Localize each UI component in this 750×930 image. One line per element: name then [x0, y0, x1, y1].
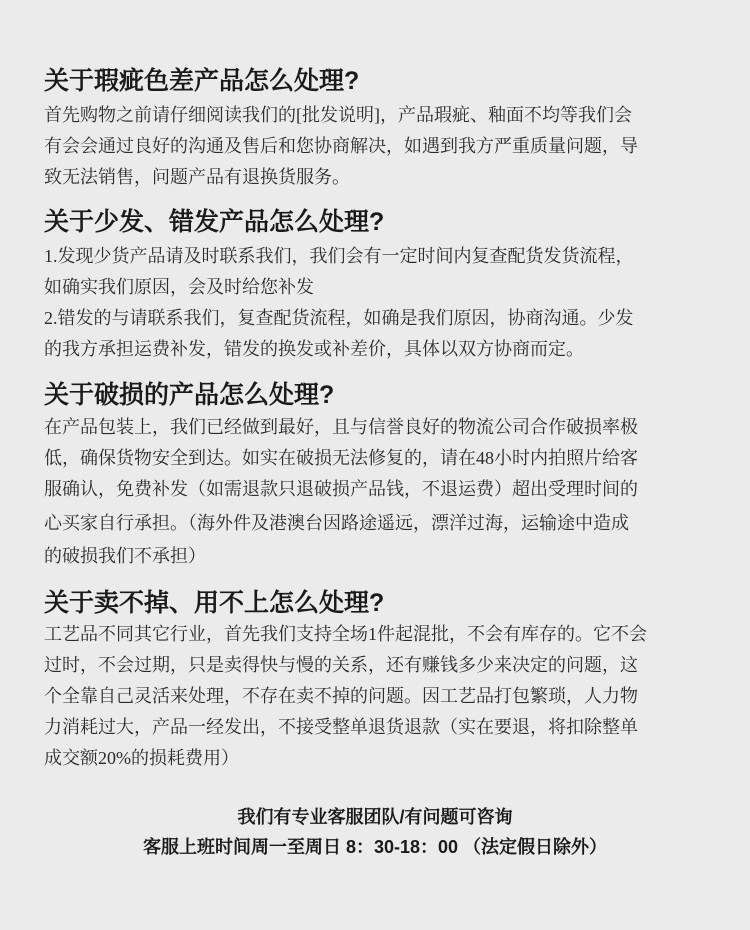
body-line: 有会会通过良好的沟通及售后和您协商解决，如遇到我方严重质量问题，导: [44, 136, 638, 156]
body-line: 服确认，免费补发（如需退款只退破损产品钱，不退运费）超出受理时间的: [44, 479, 638, 499]
section-body-damaged: [44, 412, 710, 572]
body-line: 致无法销售，问题产品有退换货服务。: [44, 167, 350, 187]
body-line: 2.错发的与请联系我们，复查配货流程，如确是我们原因，协商沟通。少发: [44, 308, 634, 328]
section-body-missing-wrong: [44, 241, 710, 365]
body-line: 的我方承担运费补发，错发的换发或补差价，具体以双方协商而定。: [44, 339, 584, 359]
footer-service-hours: 客服上班时间周一至周日 8：30-18：00 （法定假日除外）: [142, 837, 608, 857]
section-title-damaged: 关于破损的产品怎么处理?: [44, 381, 335, 409]
body-line: 低，确保货物安全到达。如实在破损无法修复的，请在48小时内拍照片给客: [44, 448, 638, 468]
section-title-unsold: 关于卖不掉、用不上怎么处理?: [44, 589, 385, 617]
body-line: 的破损我们不承担）: [44, 546, 206, 566]
body-line: 首先购物之前请仔细阅读我们的[批发说明]，产品瑕疵、釉面不均等我们会: [44, 105, 632, 125]
footer-service-team: 我们有专业客服团队/有问题可咨询: [237, 807, 513, 827]
body-line: 如确实我们原因，会及时给您补发: [44, 277, 314, 297]
section-body-unsold: [44, 619, 710, 774]
body-line: 个全靠自己灵活来处理，不存在卖不掉的问题。因工艺品打包繁琐，人力物: [44, 686, 638, 706]
section-title-missing-wrong: 关于少发、错发产品怎么处理?: [44, 208, 385, 236]
body-line: 力消耗过大，产品一经发出，不接受整单退货退款（实在要退，将扣除整单: [44, 717, 638, 737]
section-body-defects: [44, 100, 710, 193]
body-line: 在产品包装上，我们已经做到最好，且与信誉良好的物流公司合作破损率极: [44, 417, 638, 437]
body-line: 心买家自行承担。（海外件及港澳台因路途遥远，漂洋过海，运输途中造成: [44, 513, 629, 533]
body-line: 过时，不会过期，只是卖得快与慢的关系，还有赚钱多少来决定的问题，这: [44, 655, 638, 675]
section-title-defects: 关于瑕疵色差产品怎么处理?: [44, 67, 360, 95]
body-line: 工艺品不同其它行业，首先我们支持全场1件起混批，不会有库存的。它不会: [44, 624, 647, 644]
body-line: 1.发现少货产品请及时联系我们，我们会有一定时间内复查配货发货流程，: [44, 246, 634, 266]
body-line: 成交额20%的损耗费用）: [44, 748, 239, 768]
